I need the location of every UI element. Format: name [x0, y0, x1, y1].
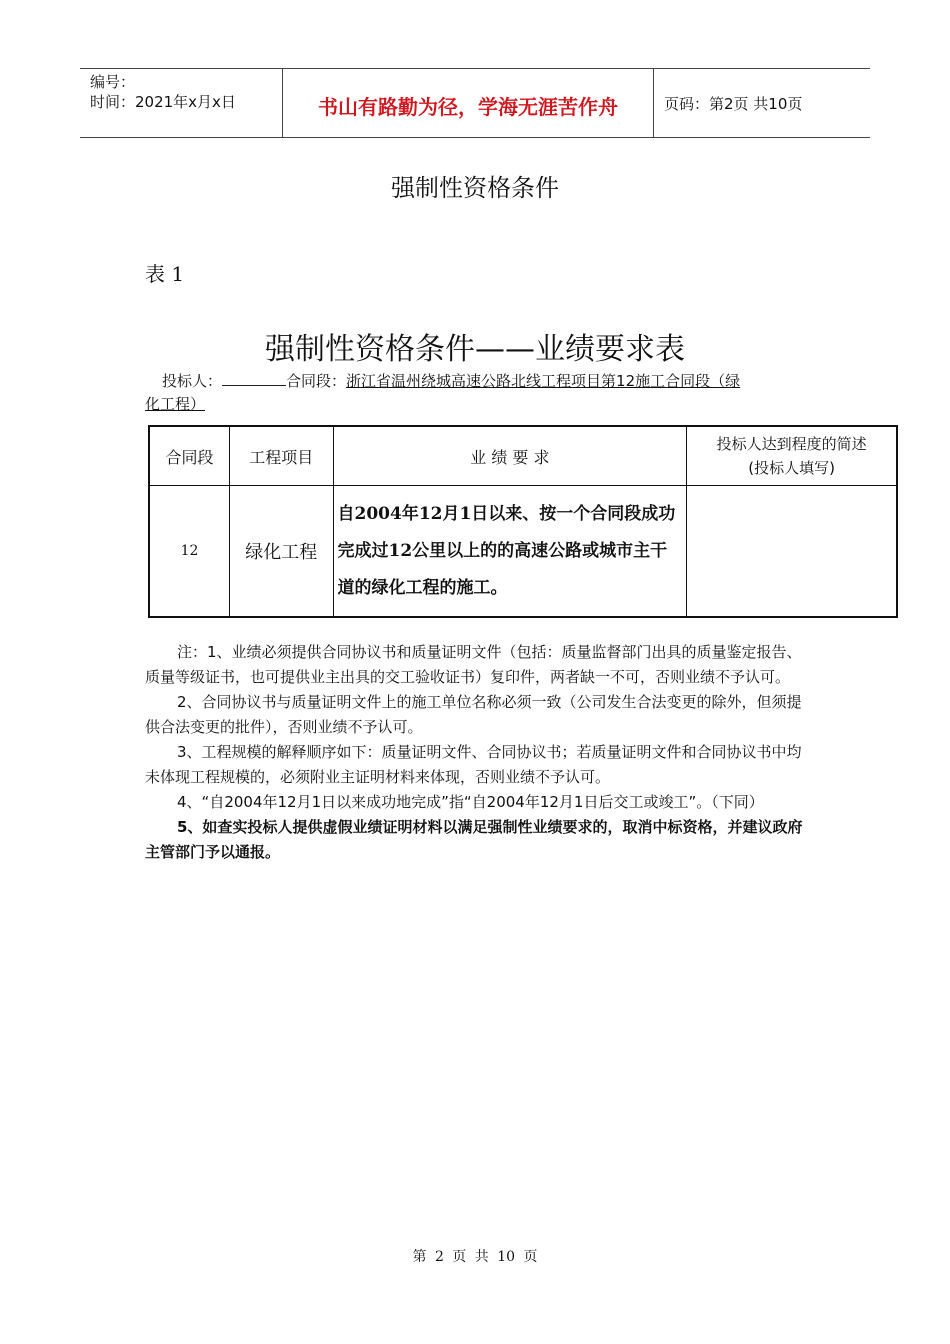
- bidder-blank: [222, 369, 286, 386]
- header-meta: [80, 69, 280, 137]
- cell-requirement: 自2004年12月1日以来、按一个合同段成功完成过12公里以上的的高速公路或城市主干道的绿化工程的施工。: [333, 486, 687, 618]
- note-3: 3、工程规模的解释顺序如下：质量证明文件、合同协议书；若质量证明文件和合同协议书中均未体现工程规模的，必须附业主证明材料来体现，否则业绩不予认可。: [145, 743, 802, 786]
- document-title: 强制性资格条件: [391, 174, 559, 202]
- header-motto: 书山有路勤为径，学海无涯苦作舟: [318, 95, 618, 119]
- notes-section: [145, 640, 810, 865]
- header-requirement: 业 绩 要 求: [333, 426, 687, 486]
- table-row: [149, 486, 897, 618]
- bidder-label: 投标人：: [162, 372, 223, 390]
- contract-value: 浙江省温州绕城高速公路北线工程项目第12施工合同段（绿: [346, 372, 741, 390]
- page-footer: 第 2 页 共 10 页: [412, 1249, 538, 1265]
- table-title: 强制性资格条件——业绩要求表: [265, 332, 685, 367]
- contract-value-cont: 化工程）: [145, 395, 206, 413]
- time-label: 时间：2021年x月x日: [90, 93, 236, 111]
- header-segment: 合同段: [149, 426, 229, 486]
- note-2: 2、合同协议书与质量证明文件上的施工单位名称必须一致（公司发生合法变更的除外，但须提供合法变更的批件），否则业绩不予认可。: [145, 693, 802, 736]
- header-motto-cell: [282, 69, 654, 137]
- cell-project: 绿化工程: [229, 486, 333, 618]
- header-bidder-desc-line2: (投标人填写): [748, 459, 835, 477]
- note-4: 4、“自2004年12月1日以来成功地完成”指“自2004年12月1日后交工或竣工”。（下同）: [177, 793, 764, 811]
- cell-segment: 12: [149, 486, 229, 618]
- note-1: 注：1、业绩必须提供合同协议书和质量证明文件（包括：质量监督部门出具的质量鉴定报告、质量等级证书，也可提供业主出具的交工验收证书）复印件，两者缺一不可，否则业绩不予认可。: [145, 643, 802, 686]
- bidder-line: [162, 369, 812, 393]
- table-header-row: [149, 426, 897, 486]
- cell-bidder-desc[interactable]: [687, 486, 897, 618]
- number-label: 编号：: [90, 73, 136, 91]
- page-header: [80, 68, 870, 138]
- table-label: 表 1: [145, 262, 185, 286]
- header-bidder-desc-line1: 投标人达到程度的简述: [716, 435, 867, 453]
- requirements-table: [148, 425, 898, 618]
- header-bidder-desc: [687, 426, 897, 486]
- contract-label: 合同段：: [286, 372, 347, 390]
- page-code: 页码：第2页 共10页: [664, 95, 803, 113]
- header-project: 工程项目: [229, 426, 333, 486]
- note-5: 5、如查实投标人提供虚假业绩证明材料以满足强制性业绩要求的，取消中标资格，并建议政府主管部门予以通报。: [145, 818, 803, 861]
